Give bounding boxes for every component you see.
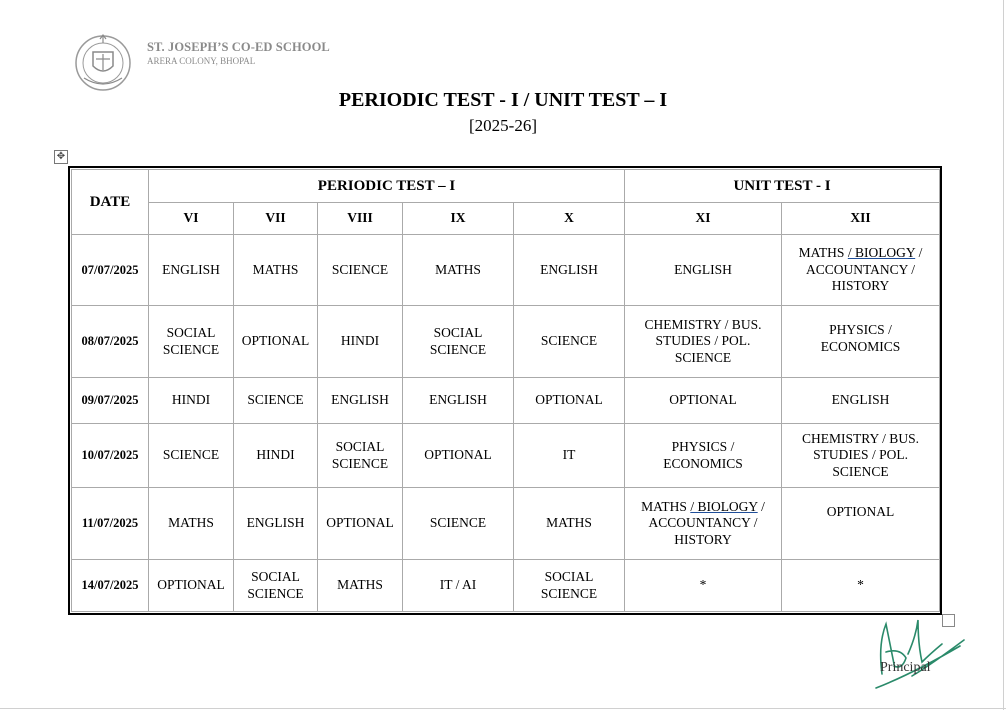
underlined-subject: / BIOLOGY xyxy=(847,245,916,261)
subject-cell: OPTIONAL xyxy=(625,378,782,424)
exam-timetable xyxy=(71,169,940,612)
subject-cell xyxy=(782,235,940,306)
class-header: X xyxy=(514,203,625,235)
subject-cell: * xyxy=(625,560,782,612)
subject-cell: ENGLISH xyxy=(149,235,234,306)
subject-cell: MATHS xyxy=(234,235,318,306)
table-row xyxy=(72,235,940,306)
subject-text: MATHS xyxy=(798,245,848,261)
subject-cell: SCIENCE xyxy=(234,378,318,424)
subject-cell: OPTIONAL xyxy=(403,424,514,488)
subject-cell: OPTIONAL xyxy=(149,560,234,612)
principal-signature xyxy=(872,614,968,692)
subject-cell: PHYSICS / ECONOMICS xyxy=(625,424,782,488)
class-header: VI xyxy=(149,203,234,235)
date-cell: 07/07/2025 xyxy=(72,235,149,306)
subject-cell: ENGLISH xyxy=(782,378,940,424)
table-row xyxy=(72,306,940,378)
table-row xyxy=(72,560,940,612)
class-header: XI xyxy=(625,203,782,235)
unit-test-header: UNIT TEST - I xyxy=(625,170,940,203)
subject-cell: SOCIAL SCIENCE xyxy=(514,560,625,612)
subject-cell: ENGLISH xyxy=(234,488,318,560)
page-edge-bottom xyxy=(0,708,1006,709)
date-cell: 14/07/2025 xyxy=(72,560,149,612)
subject-cell: OPTIONAL xyxy=(514,378,625,424)
subject-cell: HINDI xyxy=(234,424,318,488)
date-cell: 10/07/2025 xyxy=(72,424,149,488)
subject-cell: SOCIAL SCIENCE xyxy=(149,306,234,378)
underlined-subject: / BIOLOGY xyxy=(690,498,758,514)
school-address: ARERA COLONY, BHOPAL xyxy=(147,56,256,66)
date-cell: 09/07/2025 xyxy=(72,378,149,424)
subject-cell: ENGLISH xyxy=(318,378,403,424)
school-header xyxy=(147,40,330,66)
school-name: ST. JOSEPH’S CO-ED SCHOOL xyxy=(147,40,330,54)
subject-cell: * xyxy=(782,560,940,612)
subject-text: / ACCOUNTANCY / HISTORY xyxy=(648,498,765,547)
subject-cell: MATHS xyxy=(514,488,625,560)
date-cell: 08/07/2025 xyxy=(72,306,149,378)
class-header: IX xyxy=(403,203,514,235)
date-header: DATE xyxy=(72,170,149,235)
subject-cell: MATHS xyxy=(403,235,514,306)
subject-cell: SOCIAL SCIENCE xyxy=(318,424,403,488)
subject-cell: ENGLISH xyxy=(403,378,514,424)
subject-cell: HINDI xyxy=(149,378,234,424)
class-header: VIII xyxy=(318,203,403,235)
subject-cell: PHYSICS / ECONOMICS xyxy=(782,306,940,378)
subject-cell: MATHS xyxy=(318,560,403,612)
table-row xyxy=(72,488,940,560)
subject-cell: MATHS xyxy=(149,488,234,560)
date-cell: 11/07/2025 xyxy=(72,488,149,560)
principal-label: Principal xyxy=(880,660,931,675)
document-title: PERIODIC TEST - I / UNIT TEST – I xyxy=(338,89,668,111)
subject-cell: OPTIONAL xyxy=(782,488,940,560)
table-move-handle[interactable]: ✥ xyxy=(54,150,68,164)
table-row xyxy=(72,424,940,488)
subject-cell: SCIENCE xyxy=(318,235,403,306)
subject-cell: CHEMISTRY / BUS. STUDIES / POL. SCIENCE xyxy=(625,306,782,378)
subject-cell: SCIENCE xyxy=(403,488,514,560)
subject-cell: SCIENCE xyxy=(149,424,234,488)
subject-cell: OPTIONAL xyxy=(318,488,403,560)
subject-cell: CHEMISTRY / BUS. STUDIES / POL. SCIENCE xyxy=(782,424,940,488)
subject-text: MATHS xyxy=(641,498,691,514)
class-header: VII xyxy=(234,203,318,235)
subject-cell: OPTIONAL xyxy=(234,306,318,378)
class-header: XII xyxy=(782,203,940,235)
subject-cell: SOCIAL SCIENCE xyxy=(403,306,514,378)
session-year: [2025-26] xyxy=(469,116,537,135)
subject-cell: HINDI xyxy=(318,306,403,378)
subject-cell: IT xyxy=(514,424,625,488)
subject-cell: ENGLISH xyxy=(625,235,782,306)
table-row xyxy=(72,378,940,424)
timetable-frame xyxy=(68,166,942,615)
subject-cell: SOCIAL SCIENCE xyxy=(234,560,318,612)
subject-cell: IT / AI xyxy=(403,560,514,612)
subject-cell: SCIENCE xyxy=(514,306,625,378)
subject-cell: ENGLISH xyxy=(514,235,625,306)
subject-cell xyxy=(625,488,782,560)
subject-text: / ACCOUNTANCY / HISTORY xyxy=(805,245,923,294)
school-logo xyxy=(72,32,134,94)
periodic-test-header: PERIODIC TEST – I xyxy=(149,170,625,203)
